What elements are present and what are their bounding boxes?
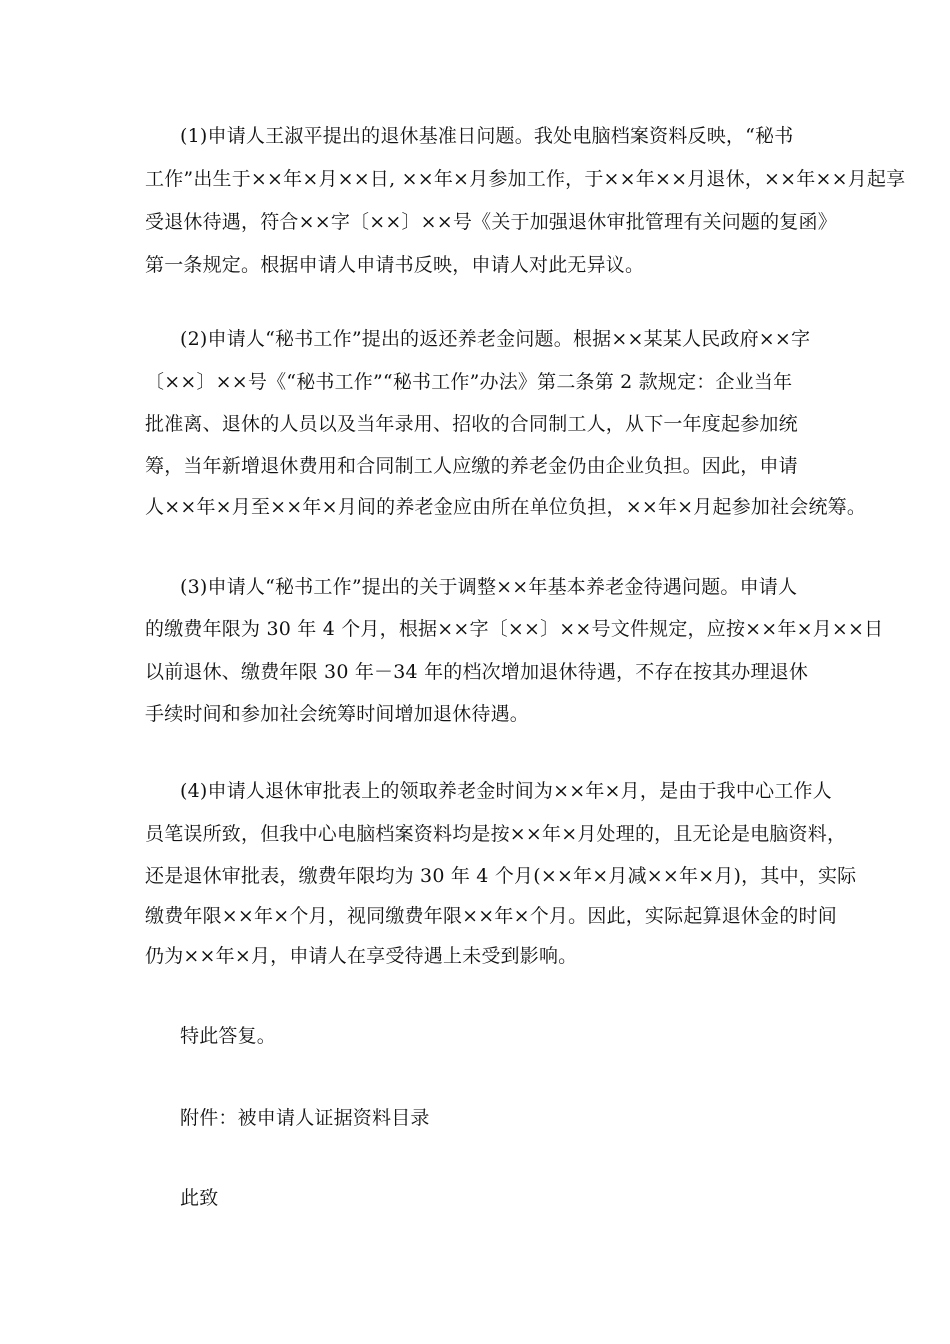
paragraph-line: 还是退休审批表，缴费年限均为 30 年 4 个月(××年×月减××年×月)，其中，实际 — [145, 865, 857, 887]
paragraph-line: (1)申请人王淑平提出的退休基准日问题。我处电脑档案资料反映，“秘书 — [180, 125, 794, 147]
paragraph-line: 筹，当年新增退休费用和合同制工人应缴的养老金仍由企业负担。因此，申请 — [145, 455, 798, 477]
attachment-text: 附件：被申请人证据资料目录 — [180, 1107, 430, 1129]
paragraph-line: 手续时间和参加社会统筹时间增加退休待遇。 — [145, 703, 530, 725]
paragraph-line: (3)申请人“秘书工作”提出的关于调整××年基本养老金待遇问题。申请人 — [180, 576, 798, 598]
paragraph-line: 缴费年限××年×个月，视同缴费年限××年×个月。因此，实际起算退休金的时间 — [145, 905, 837, 927]
paragraph-line: 第一条规定。根据申请人申请书反映，申请人对此无异议。 — [145, 254, 645, 276]
salutation-text: 此致 — [180, 1187, 219, 1209]
paragraph-line: (2)申请人“秘书工作”提出的返还养老金问题。根据××某某人民政府××字 — [180, 328, 811, 350]
paragraph-line: 受退休待遇，符合××字〔××〕××号《关于加强退休审批管理有关问题的复函》 — [145, 211, 837, 233]
paragraph-line: 的缴费年限为 30 年 4 个月，根据××字〔××〕××号文件规定，应按××年×月××日 — [145, 618, 884, 640]
paragraph-line: 以前退休、缴费年限 30 年－34 年的档次增加退休待遇，不存在按其办理退休 — [145, 661, 809, 683]
paragraph-line: 员笔误所致，但我中心电脑档案资料均是按××年×月处理的，且无论是电脑资料， — [145, 823, 847, 845]
paragraph-line: 人××年×月至××年×月间的养老金应由所在单位负担，××年×月起参加社会统筹。 — [145, 496, 867, 518]
paragraph-line: 〔××〕××号《“秘书工作”“秘书工作”办法》第二条第 2 款规定：企业当年 — [145, 371, 793, 393]
paragraph-line: 批准离、退休的人员以及当年录用、招收的合同制工人，从下一年度起参加统 — [145, 413, 798, 435]
paragraph-line: 仍为××年×月，申请人在享受待遇上未受到影响。 — [145, 945, 578, 967]
paragraph-line: (4)申请人退休审批表上的领取养老金时间为××年×月，是由于我中心工作人 — [180, 780, 832, 802]
paragraph-line: 工作”出生于××年×月××日, ××年×月参加工作，于××年××月退休，××年××月起享 — [145, 168, 906, 190]
closing-text: 特此答复。 — [180, 1025, 277, 1047]
